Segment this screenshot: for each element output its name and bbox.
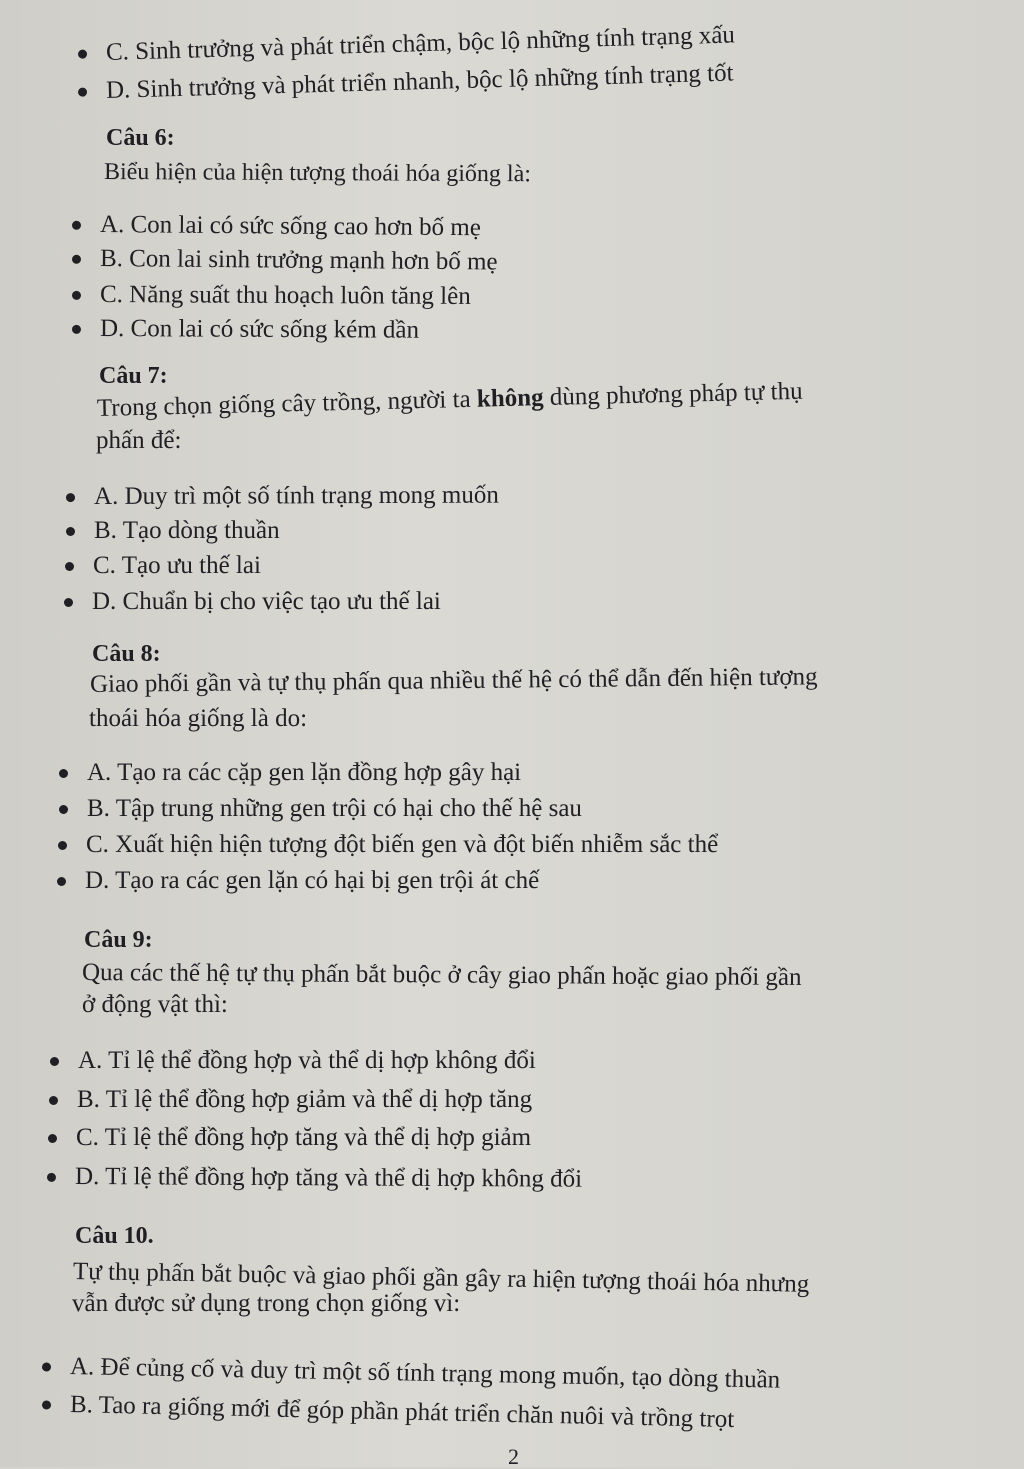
option-b: B. Con lai sinh trưởng mạnh hơn bố mẹ <box>100 244 498 277</box>
bullet-icon <box>47 1173 56 1182</box>
bullet-icon <box>42 1362 51 1371</box>
option-b: B. Tỉ lệ thể đồng hợp giảm và thể dị hợp tăng <box>77 1085 532 1115</box>
option-d: D. Con lai có sức sống kém dần <box>100 314 419 346</box>
option-d: D. Tạo ra các gen lặn có hại bị gen trội át chế <box>85 866 539 896</box>
bullet-icon <box>78 88 87 97</box>
option-d: D. Sinh trưởng và phát triển nhanh, bộc lộ những tính trạng tốt <box>106 58 734 106</box>
question-stem: Trong chọn giống cây trồng, người ta không dùng phương pháp tự thụ <box>96 377 803 422</box>
option-c: C. Sinh trưởng và phát triển chậm, bộc lộ những tính trạng xấu <box>106 20 736 68</box>
option-d: D. Tỉ lệ thể đồng hợp tăng và thể dị hợp không đổi <box>75 1162 582 1195</box>
question-title: Câu 6: <box>106 125 175 151</box>
option-c: C. Năng suất thu hoạch luôn tăng lên <box>100 280 471 312</box>
question-title: Câu 10. <box>75 1223 154 1249</box>
bullet-icon <box>59 805 68 814</box>
question-stem: Biểu hiện của hiện tượng thoái hóa giống là: <box>103 159 531 188</box>
option-b: B. Tao ra giống mới để góp phần phát triển chăn nuôi và trồng trọt <box>70 1390 735 1435</box>
bullet-icon <box>72 325 81 334</box>
option-d: D. Chuẩn bị cho việc tạo ưu thế lai <box>92 587 441 617</box>
bullet-icon <box>58 841 67 850</box>
option-c: C. Tỉ lệ thể đồng hợp tăng và thể dị hợp giảm <box>76 1123 531 1153</box>
question-stem: thoái hóa giống là do: <box>89 705 308 732</box>
page-number: 2 <box>508 1444 519 1469</box>
bullet-icon <box>72 255 81 264</box>
bullet-icon <box>48 1134 57 1143</box>
question-title: Câu 7: <box>99 363 168 389</box>
question-stem: ở động vật thì: <box>82 991 228 1018</box>
bullet-icon <box>66 493 75 502</box>
question-stem: Giao phối gần và tự thụ phấn qua nhiều thế hệ có thể dẫn đến hiện tượng <box>89 663 818 698</box>
question-title: Câu 9: <box>84 927 153 953</box>
option-b: B. Tạo dòng thuần <box>94 516 280 546</box>
bullet-icon <box>78 50 87 59</box>
option-c: C. Tạo ưu thế lai <box>93 551 261 581</box>
bullet-icon <box>65 562 74 571</box>
option-c: C. Xuất hiện hiện tượng đột biến gen và đột biến nhiễm sắc thể <box>86 830 718 860</box>
option-a: A. Duy trì một số tính trạng mong muốn <box>94 481 499 512</box>
option-a: A. Con lai có sức sống cao hơn bố mẹ <box>100 210 481 243</box>
question-stem: Tự thụ phấn bắt buộc và giao phối gần gây ra hiện tượng thoái hóa nhưng <box>72 1258 810 1298</box>
option-a: A. Để củng cố và duy trì một số tính trạng mong muốn, tạo dòng thuần <box>70 1352 781 1396</box>
question-stem: vẫn được sử dụng trong chọn giống vì: <box>72 1290 461 1317</box>
bullet-icon <box>42 1400 51 1409</box>
bullet-icon <box>49 1096 58 1105</box>
bullet-icon <box>59 769 68 778</box>
question-stem: phấn để: <box>96 427 182 454</box>
bullet-icon <box>64 598 73 607</box>
bullet-icon <box>50 1057 59 1066</box>
question-title: Câu 8: <box>92 641 161 667</box>
emphasis-text: không <box>476 384 544 413</box>
option-a: A. Tỉ lệ thể đồng hợp và thể dị hợp không đổi <box>78 1046 536 1076</box>
bullet-icon <box>72 291 81 300</box>
bullet-icon <box>57 877 66 886</box>
option-b: B. Tập trung những gen trội có hại cho thế hệ sau <box>87 794 582 824</box>
bullet-icon <box>66 527 75 536</box>
bullet-icon <box>72 221 81 230</box>
question-stem: Qua các thế hệ tự thụ phấn bắt buộc ở cây giao phấn hoặc giao phối gần <box>81 959 802 992</box>
option-a: A. Tạo ra các cặp gen lặn đồng hợp gây hại <box>87 758 521 788</box>
